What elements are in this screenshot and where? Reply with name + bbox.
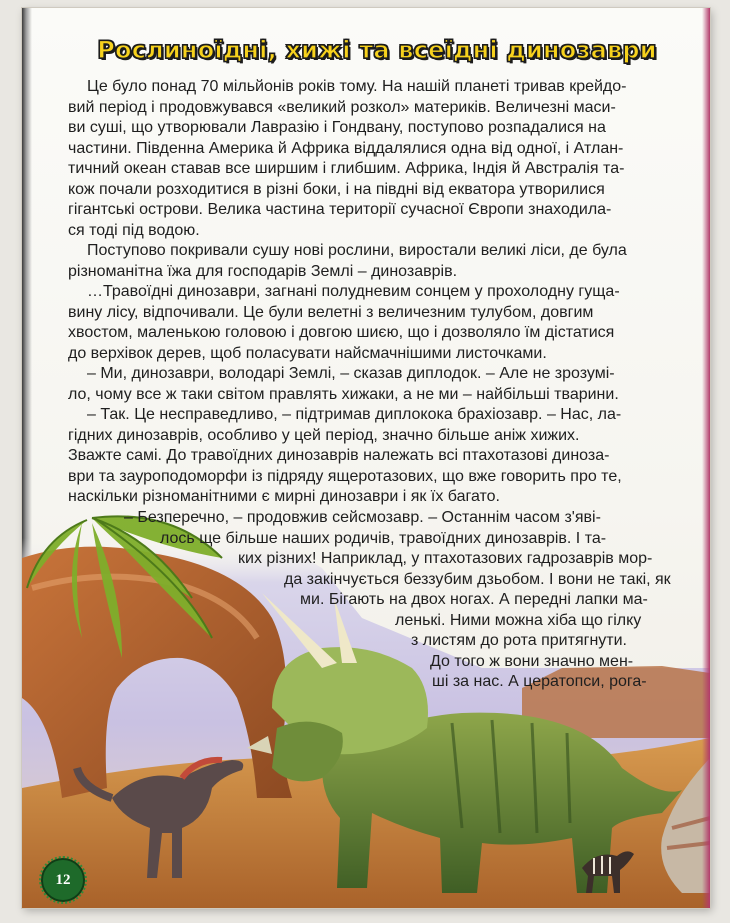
text-line: ло, чому все ж таки світом правлять хижаки, а не ми – найбільші тварини. (68, 385, 619, 403)
book-page (22, 8, 710, 908)
text-line: гідних динозаврів, особливо у цей період, значно більше аніж хижих. (68, 426, 580, 444)
text-line: – Безперечно, – продовжив сейсмозавр. – Останнім часом з'яві- (124, 509, 601, 526)
text-line: хвостом, маленькою головою і довгою шиєю, що і дозволяло їм дістатися (68, 324, 615, 341)
text-line: До того ж вони значно мен- (430, 652, 634, 670)
text-line: вий період і продовжувався «великий розкол» материків. Величезні маси- (68, 98, 616, 116)
text-line: – Ми, динозаври, володарі Землі, – сказав диплодок. – Але не зрозумі- (87, 365, 615, 382)
text-line: Зважте самі. До травоїдних динозаврів належать всі птахотазові диноза- (68, 447, 610, 464)
text-line: …Травоїдні динозаври, загнані полудневим сонцем у прохолодну гуща- (87, 283, 620, 300)
text-line: гігантські острови. Велика частина території сучасної Європи знаходила- (68, 201, 612, 218)
text-line: Це було понад 70 мільйонів років тому. На нашій планеті тривав крейдо- (87, 78, 627, 95)
text-line: ври та зауроподоморфи із підряду ящеротазових, що вже говорить про те, (68, 467, 622, 485)
text-line: ші за нас. А цератопси, рога- (432, 673, 647, 690)
text-line: Поступово покривали сушу нові рослини, виростали великі ліси, де була (87, 242, 627, 259)
text-line: – Так. Це несправедливо, – підтримав диплокока брахіозавр. – Нас, ла- (87, 406, 622, 423)
text-line: частини. Південна Америка й Африка віддалялися одна від одної, і Атлан- (68, 139, 624, 157)
text-line: лось ще більше наших родичів, травоїдних динозаврів. І та- (160, 529, 607, 547)
text-line: тичний океан ставав все ширшим і глибшим. Африка, Індія й Австралія та- (68, 160, 625, 177)
text-line: ленькі. Ними можна хіба що гілку (395, 611, 642, 629)
text-line: кож почали розходитися в різні боки, і на півдні від екватора утворилися (68, 180, 605, 198)
paragraph-6 (22, 508, 672, 693)
text-line: да закінчується беззубим дзьобом. І вони не такі, як (284, 570, 671, 588)
text-line: до верхівок дерев, щоб поласувати найсмачнішими листочками. (68, 344, 547, 362)
text-line: наскільки різноманітними є мирні динозаври і як їх багато. (68, 488, 500, 505)
paragraph-5 (68, 405, 622, 508)
text-line: різноманітна їжа для господарів Землі – динозаврів. (68, 262, 458, 280)
text-line: ви суші, що утворювали Лавразію і Гондвану, поступово розпадалися на (68, 119, 606, 136)
paragraph-3 (68, 282, 620, 364)
text-line: ких різних! Наприклад, у птахотазових гадрозаврів мор- (238, 550, 653, 567)
page-title: Рослиноїдні, хижі та всеїдні динозаври (97, 36, 657, 64)
text-line: з листям до рота притягнути. (411, 632, 627, 649)
text-line: ми. Бігають на двох ногах. А передні лапки ма- (300, 591, 648, 608)
paragraph-4 (68, 364, 619, 405)
paragraph-1 (68, 77, 627, 241)
page-edge (702, 8, 710, 908)
page-number: 12 (41, 858, 85, 902)
paragraph-2 (68, 241, 627, 282)
text-line: вину лісу, відпочивали. Це були велетні з величезним тулубом, довгим (68, 303, 594, 321)
text-line: ся тоді під водою. (68, 221, 200, 239)
